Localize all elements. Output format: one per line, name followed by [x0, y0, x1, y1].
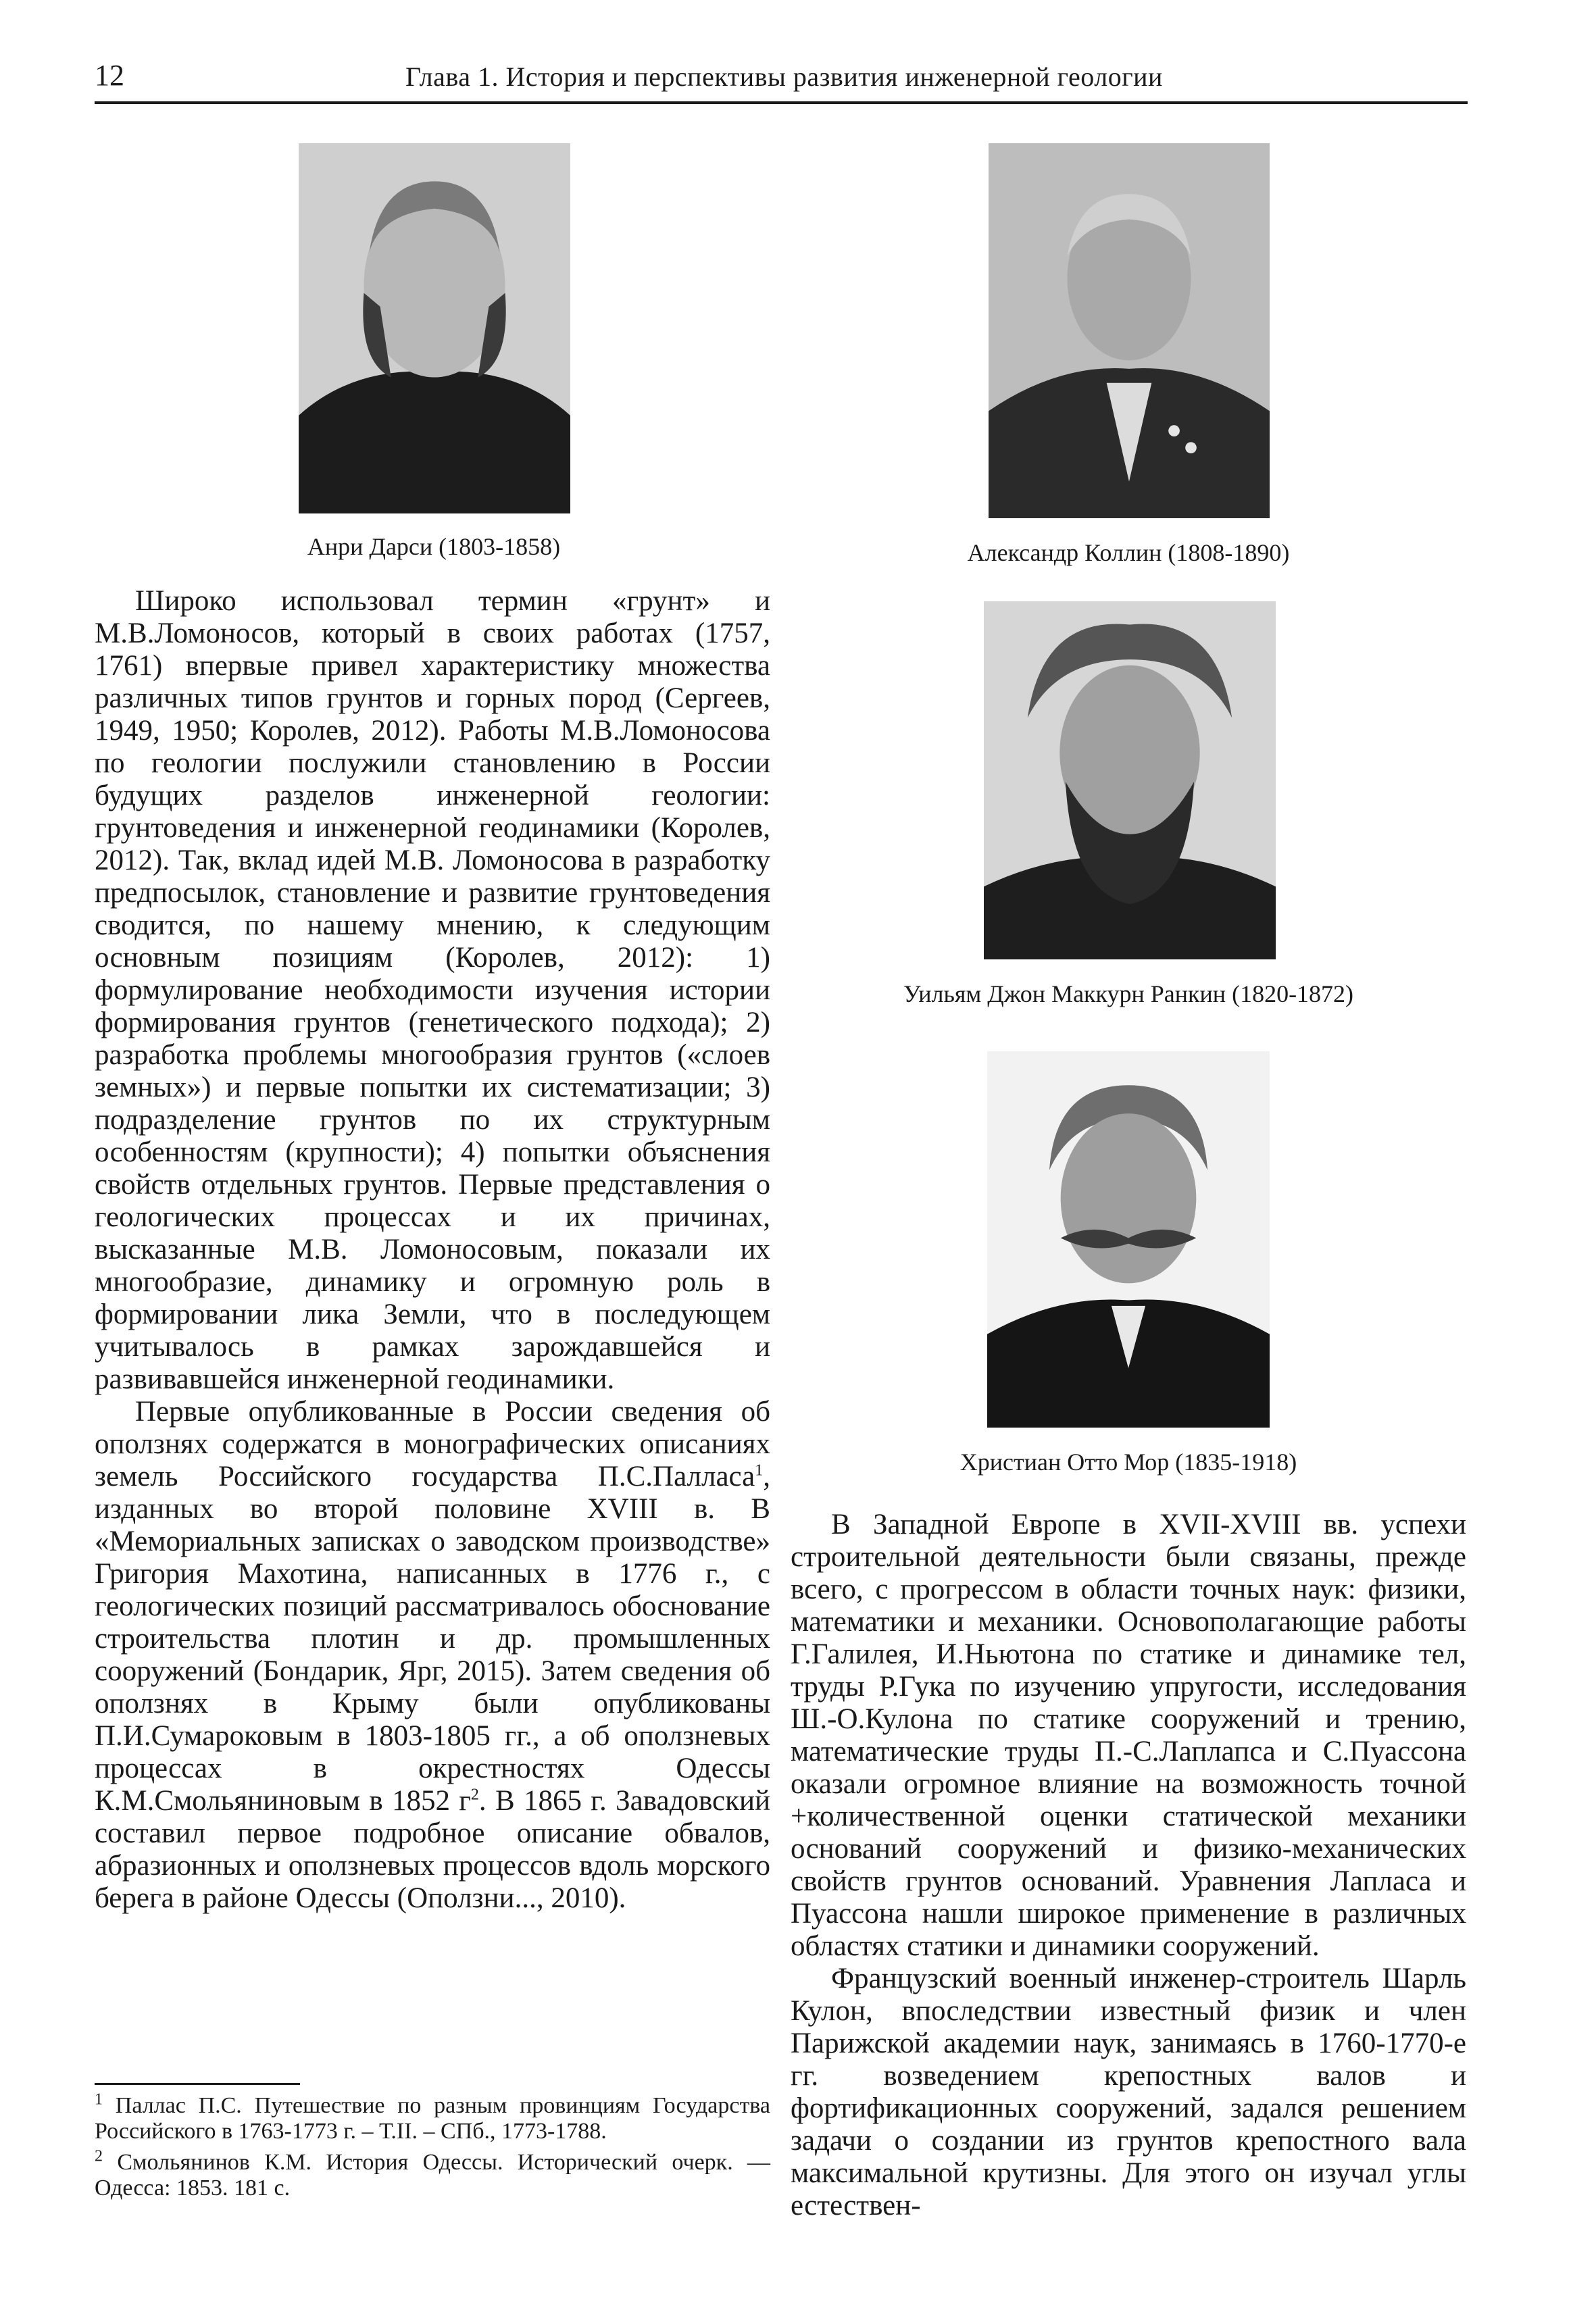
paragraph: Первые опубликованные в России сведения об оползнях содержатся в монографических описаниях земель Российского государства П.С.Палласа$^1$, изданных во второй половине XVIII в. В «Мемориальных записках о заводском производстве» Григория Махотина, написанных в 1776 г., с геологических позиций рассматривалось обоснование строительства плотин и др. промышленных сооружений (Бондарик, Ярг, 2015). Затем сведения об оползнях в Крыму были опубликованы П.И.Сумароковым в 1803-1805 гг., а об оползневых процессах в окрестностях Одессы К.М.Смольяниновым в 1852 $г^2$. В 1865 г. Завадовский составил первое подробное описание обвалов, абразионных и оползневых процессов вдоль морского берега в районе Одессы (Оползни..., 2010).	[95, 1396, 770, 1914]
portrait-collin	[989, 143, 1270, 518]
portrait-darcy	[299, 143, 570, 513]
caption-darcy: Анри Дарси (1803-1858)	[307, 533, 561, 560]
footnote-rule	[95, 2083, 300, 2085]
paragraph: Французский военный инженер-строитель Шарль Кулон, впоследствии известный физик и член Парижской академии наук, занимаясь в 1760-1770-е гг. возведением крепостных валов и фортификационных сооружений, задался решением задачи о создании из грунтов крепостного вала максимальной крутизны. Для этого он изучал углы естествен-	[791, 1963, 1466, 2221]
footnote: $^2$ Смольянинов К.М. История Одессы. Исторический очерк. — Одесса: 1853. 181 с.	[95, 2147, 771, 2200]
portrait-rankine	[984, 601, 1276, 959]
footnote: $^1$ Паллас П.С. Путешествие по разным провинциям Государства Российского в 1763-1773 г. – Т.II. – СПб., 1773-1788.	[95, 2090, 770, 2144]
portrait-mohr	[987, 1051, 1270, 1428]
running-title: Глава 1. История и перспективы развития инженерной геологии	[405, 61, 1163, 92]
footnote-ref[interactable]: 2	[470, 1786, 479, 1804]
right-column	[791, 1509, 1466, 2222]
caption-collin: Александр Коллин (1808-1890)	[967, 539, 1290, 566]
page-number: 12	[95, 59, 124, 92]
left-column	[95, 585, 770, 1915]
footnotes	[95, 2090, 771, 2207]
header-rule	[95, 101, 1468, 104]
caption-rankine: Уильям Джон Маккурн Ранкин (1820-1872)	[903, 980, 1354, 1007]
caption-mohr: Христиан Отто Мор (1835-1918)	[959, 1449, 1297, 1476]
paragraph: В Западной Европе в XVII-XVIII вв. успехи строительной деятельности были связаны, прежде всего, с прогрессом в области точных наук: физики, математики и механики. Основополагающие работы Г.Галилея, И.Ньютона по статике и динамике тел, труды Р.Гука по изучению упругости, исследования Ш.-О.Кулона по статике сооружений и трению, математические труды П.-С.Лаплапса и С.Пуассона оказали огромное влияние на возможность точной +количественной оценки статической механики оснований сооружений и физико-механических свойств грунтов оснований. Уравнения Лапласа и Пуассона нашли широкое применение в различных областях статики и динамики сооружений.	[791, 1509, 1466, 1962]
paragraph: Широко использовал термин «грунт» и М.В.Ломоносов, который в своих работах (1757, 1761) впервые привел характеристику множества различных типов грунтов и горных пород (Сергеев, 1949, 1950; Королев, 2012). Работы М.В.Ломоносова по геологии послужили становлению в России будущих разделов инженерной геологии: грунтоведения и инженерной геодинамики (Королев, 2012). Так, вклад идей М.В. Ломоносова в разработку предпосылок, становление и развитие грунтоведения сводится, по нашему мнению, к следующим основным позициям (Королев, 2012): 1) формулирование необходимости изучения истории формирования грунтов (генетического подхода); 2) разработка проблемы многообразия грунтов («слоев земных») и первые попытки их систематизации; 3) подразделение грунтов по их структурным особенностям (крупности); 4) попытки объяснения свойств отдельных грунтов. Первые представления о геологических процессах и их причинах, высказанные М.В. Ломоносовым, показали их многообразие, динамику и огромную роль в формировании лика Земли, что в последующем учитывалось в рамках зарождавшейся и развивавшейся инженерной геодинамики.	[95, 585, 770, 1395]
footnote-ref[interactable]: 1	[755, 1461, 764, 1480]
